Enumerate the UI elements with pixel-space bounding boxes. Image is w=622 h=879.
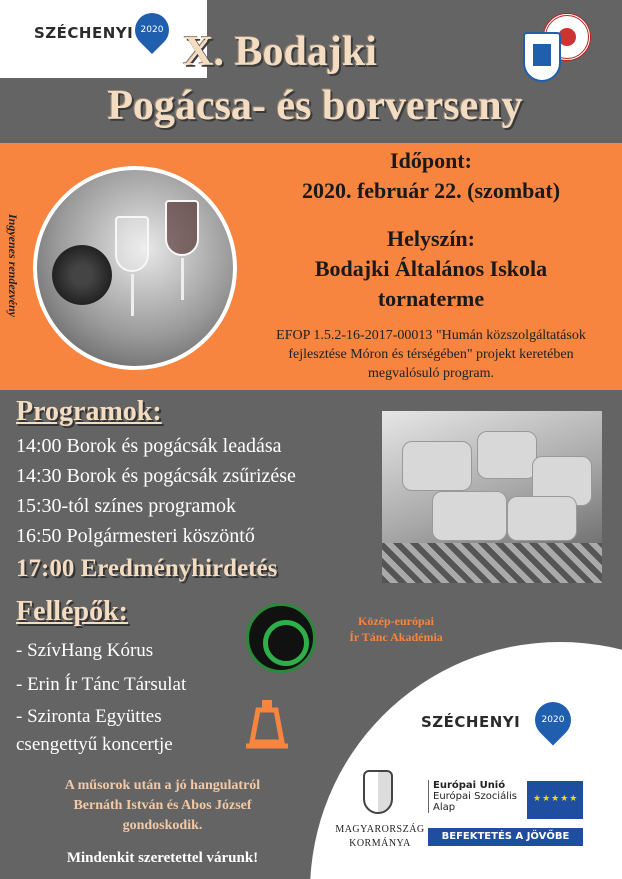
- checkered-cloth: [382, 543, 602, 583]
- pogacsa-bun: [507, 496, 577, 541]
- dance-academy-label: Közép-európai: [358, 614, 434, 628]
- place-label: Helyszín:: [387, 226, 475, 251]
- eu-line: Európai Szociális: [433, 791, 517, 802]
- time-value: 2020. február 22. (szombat): [301, 178, 561, 203]
- footer-line: Bernáth István és Abos József: [73, 798, 252, 813]
- eu-fund-label: [428, 780, 517, 813]
- government-label: KORMÁNYA: [349, 838, 411, 849]
- program-item: 16:50 Polgármesteri köszöntő: [16, 525, 255, 547]
- wine-glass-icon: [115, 216, 149, 272]
- government-label: MAGYARORSZÁG: [335, 824, 425, 835]
- efop-line: EFOP 1.5.2-16-2017-00013 "Humán közszolgáltatások: [276, 328, 586, 343]
- pogacsa-bun: [477, 431, 537, 479]
- performer-item: - SzívHang Kórus: [16, 640, 154, 661]
- footer-line: gondoskodik.: [122, 818, 203, 833]
- performers-title: Fellépők:: [16, 596, 128, 627]
- logo-text: SZÉCHENYI: [34, 24, 134, 42]
- efop-line: fejlesztése Móron és térségében" projekt keretében: [288, 347, 574, 362]
- efop-note: [248, 326, 614, 383]
- performer-item: - Erin Ír Tánc Társulat: [16, 674, 187, 695]
- free-event-label: Ingyenes rendezvény: [6, 213, 20, 317]
- programs-title: Programok:: [16, 396, 162, 427]
- hungarian-coat-of-arms-icon: [363, 770, 393, 814]
- eu-line: Európai Unió: [433, 780, 506, 791]
- logo-year: 2020: [140, 25, 164, 35]
- program-item: 15:30-tól színes programok: [16, 495, 236, 517]
- footer-line: A műsorok után a jó hangulatról: [64, 778, 261, 793]
- grapes-icon: [47, 240, 117, 310]
- place-value-2: tornaterme: [377, 286, 485, 311]
- page-title-line1: X. Bodajki: [183, 29, 377, 75]
- eu-line: Alap: [433, 802, 456, 813]
- celtic-knot-icon: [246, 603, 316, 673]
- wine-glasses-photo: [33, 166, 237, 370]
- program-item: 14:00 Borok és pogácsák leadása: [16, 435, 282, 457]
- efop-line: megvalósuló program.: [368, 366, 494, 381]
- sponsor-logo-text: SZÉCHENYI: [421, 713, 521, 731]
- performer-item: csengettyű koncertje: [16, 734, 173, 755]
- welcome-message: Mindenkit szeretettel várunk!: [66, 850, 259, 866]
- performer-item: - Szironta Együttes: [16, 706, 162, 727]
- place-value-1: Bodajki Általános Iskola: [314, 256, 548, 281]
- pogacsa-bun: [402, 441, 472, 491]
- glass-stem: [131, 274, 134, 316]
- town-crest-icon: [523, 32, 561, 82]
- red-wine-glass-icon: [165, 200, 199, 256]
- results-announcement: 17:00 Eredményhirdetés: [16, 555, 278, 582]
- sponsor-logo-year: 2020: [541, 715, 565, 725]
- eu-flag-icon: [527, 781, 583, 819]
- pogacsa-photo: [382, 411, 602, 583]
- dance-academy-label: Ír Tánc Akadémia: [349, 630, 443, 644]
- pogacsa-bun: [432, 491, 507, 541]
- program-item: 14:30 Borok és pogácsák zsűrizése: [16, 465, 296, 487]
- bell-icon: [242, 696, 292, 756]
- page-title-line2: Pogácsa- és borverseny: [107, 83, 523, 129]
- glass-stem: [181, 258, 184, 300]
- time-label: Időpont:: [390, 148, 472, 173]
- eu-slogan-banner: BEFEKTETÉS A JÖVŐBE: [428, 828, 583, 846]
